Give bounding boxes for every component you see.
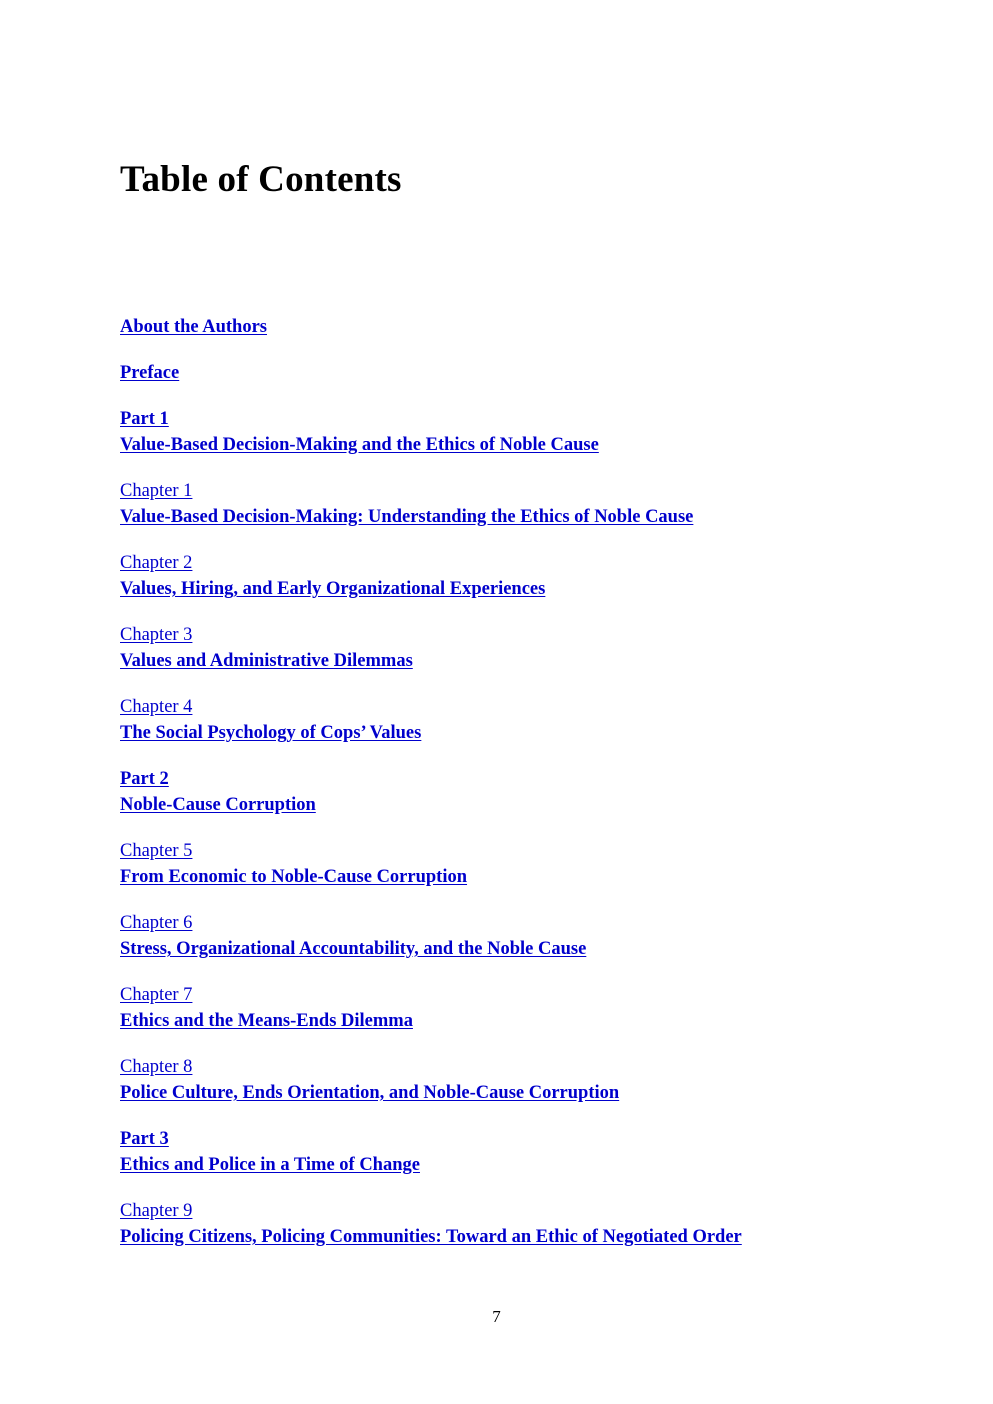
entry-title: Policing Citizens, Policing Communities: Toward an Ethic of Negotiated Order: [120, 1227, 742, 1247]
chapter-label: Chapter 4: [120, 697, 193, 717]
toc-entry: [120, 550, 900, 602]
toc-entry: [120, 910, 900, 962]
chapter-label: Chapter 6: [120, 913, 193, 933]
chapter-label: Chapter 2: [120, 553, 193, 573]
toc-link[interactable]: [120, 314, 900, 340]
toc-list: [120, 314, 900, 1270]
entry-title: The Social Psychology of Cops’ Values: [120, 723, 422, 743]
chapter-label: Chapter 7: [120, 985, 193, 1005]
entry-title: Ethics and Police in a Time of Change: [120, 1155, 420, 1175]
entry-title: Noble-Cause Corruption: [120, 795, 316, 815]
toc-entry: [120, 1198, 900, 1250]
toc-entry: [120, 982, 900, 1034]
toc-link[interactable]: [120, 1198, 900, 1250]
entry-title: Police Culture, Ends Orientation, and Noble-Cause Corruption: [120, 1083, 620, 1103]
toc-entry: [120, 314, 900, 340]
chapter-label: Chapter 1: [120, 481, 193, 501]
toc-link[interactable]: [120, 406, 900, 458]
toc-link[interactable]: [120, 694, 900, 746]
page-number: 7: [492, 1307, 501, 1326]
toc-entry: [120, 838, 900, 890]
toc-entry: [120, 1054, 900, 1106]
entry-title: Preface: [120, 363, 180, 383]
entry-title: Stress, Organizational Accountability, and the Noble Cause: [120, 939, 587, 959]
chapter-label: Chapter 3: [120, 625, 193, 645]
page-title: Table of Contents: [120, 159, 402, 200]
part-label: Part 2: [120, 769, 169, 789]
entry-title: Values and Administrative Dilemmas: [120, 651, 413, 671]
toc-entry: [120, 694, 900, 746]
toc-link[interactable]: [120, 982, 900, 1034]
entry-title: From Economic to Noble-Cause Corruption: [120, 867, 468, 887]
toc-entry: [120, 766, 900, 818]
entry-title: Value-Based Decision-Making and the Ethics of Noble Cause: [120, 435, 599, 455]
entry-title: Ethics and the Means-Ends Dilemma: [120, 1011, 413, 1031]
toc-entry: [120, 406, 900, 458]
toc-entry: [120, 1126, 900, 1178]
part-label: Part 3: [120, 1129, 169, 1149]
toc-link[interactable]: [120, 478, 900, 530]
toc-link[interactable]: [120, 1126, 900, 1178]
entry-title: Values, Hiring, and Early Organizational Experiences: [120, 579, 546, 599]
chapter-label: Chapter 9: [120, 1201, 193, 1221]
part-label: Part 1: [120, 409, 169, 429]
toc-link[interactable]: [120, 360, 900, 386]
toc-entry: [120, 478, 900, 530]
chapter-label: Chapter 5: [120, 841, 193, 861]
chapter-label: Chapter 8: [120, 1057, 193, 1077]
toc-link[interactable]: [120, 1054, 900, 1106]
toc-entry: [120, 622, 900, 674]
toc-link[interactable]: [120, 550, 900, 602]
toc-link[interactable]: [120, 622, 900, 674]
toc-entry: [120, 360, 900, 386]
toc-link[interactable]: [120, 766, 900, 818]
entry-title: About the Authors: [120, 317, 267, 337]
toc-link[interactable]: [120, 910, 900, 962]
entry-title: Value-Based Decision-Making: Understanding the Ethics of Noble Cause: [120, 507, 694, 527]
toc-link[interactable]: [120, 838, 900, 890]
